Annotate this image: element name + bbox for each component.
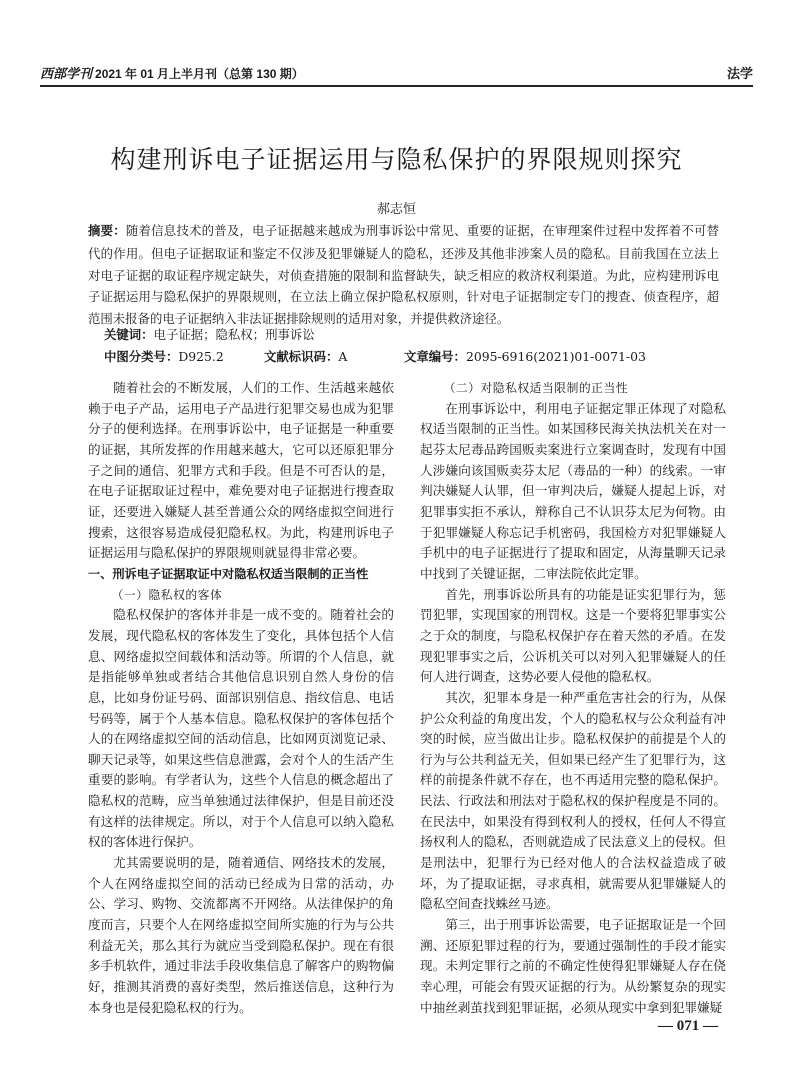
article-title: 构建刑诉电子证据运用与隐私保护的界限规则探究 (110, 145, 683, 174)
journal-issue: 2021 年 01 月上半月刊（总第 130 期） (95, 67, 304, 81)
article-value: 2095-6916(2021)01-0071-03 (465, 349, 646, 364)
author-name: 郝志恒 (376, 202, 416, 217)
keywords-text: 电子证据；隐私权；刑事诉讼 (153, 327, 315, 342)
doc-label: 文献标识码： (264, 350, 339, 364)
journal-logo: 西部学刊 (40, 66, 93, 81)
paragraph: 随着社会的不断发展，人们的工作、生活越来越依赖于电子产品，运用电子产品进行犯罪交易也成为犯罪分子的便利选择。在刑事诉讼中，电子证据是一种重要的证据，其所发挥的作用越来越大，它可以还原犯罪分子之间的通信、犯罪方式和手段。但是不可否认的是，在电子证据取证过程中，难免要对电子证据进行搜查取证，还要进入嫌疑人甚至普通公众的网络虚拟空间进行搜索，这很容易造成侵犯隐私权。为此，构建刑诉电子证据运用与隐私保护的界限规则就显得非常必要。 (88, 380, 394, 561)
article-number (404, 347, 646, 365)
section-heading: 一、刑诉电子证据取证中对隐私权适当限制的正当性 (88, 566, 369, 581)
paragraph: 第三，出于刑事诉讼需要，电子证据取证是一个回溯、还原犯罪过程的行为，要通过强制性的手段才能实现。未判定罪行之前的不确定性使得犯罪嫌疑人存在侥幸心理，可能会有毁灭证据的行为。从纷繁复杂的现实中抽丝剥茧找到犯罪证据，必须从现实中拿到犯罪嫌疑 (420, 917, 726, 1015)
subsection-heading: （一）隐私权的客体 (111, 587, 223, 602)
abstract (88, 220, 719, 330)
paragraph: 隐私权保护的客体并非是一成不变的。随着社会的发展，现代隐私权的客体发生了变化，具体包括个人信息、网络虚拟空间载体和活动等。所谓的个人信息，就是指能够单独或者结合其他信息识别自然人身份的信息，比如身份证号码、面部识别信息、指纹信息、电话号码等，属于个人基本信息。隐私权保护的客体包括个人的在网络虚拟空间的活动信息，比如网页浏览记录、聊天记录等，如果这些信息泄露，会对个人的生活产生重要的影响。有学者认为，这些个人信息的概念超出了隐私权的范畴，应当单独通过法律保护，但是目前还没有这样的法律规定。所以，对于个人信息可以纳入隐私权的客体进行保护。 (88, 607, 394, 850)
paragraph: 其次，犯罪本身是一种严重危害社会的行为，从保护公众利益的角度出发，个人的隐私权与公众利益有冲突的时候，应当做出让步。隐私权保护的前提是个人的行为与公共利益无关，但如果已经产生了犯罪行为，这样的前提条件就不存在，也不再适用完整的隐私保护。民法、行政法和刑法对于隐私权的保护程度是不同的。在民法中，如果没有得到权利人的授权，任何人不得宣扬权利人的隐私，否则就造成了民法意义上的侵权。但是刑法中，犯罪行为已经对他人的合法权益造成了破坏，为了提取证据，寻求真相，就需要从犯罪嫌疑人的隐私空间查找蛛丝马迹。 (420, 689, 726, 912)
paragraph: 尤其需要说明的是，随着通信、网络技术的发展，个人在网络虚拟空间的活动已经成为日常的活动，办公、学习、购物、交流都离不开网络。从法律保护的角度而言，只要个人在网络虚拟空间所实施的行为与公共利益无关，那么其行为就应当受到隐私保护。现在有很多手机软件，通过非法手段收集信息了解客户的购物偏好，推测其消费的喜好类型，然后推送信息，这种行为本身也是侵犯隐私权的行为。 (88, 855, 394, 1015)
section-tag: 法学 (726, 66, 753, 81)
page-number: — 071 — (658, 1018, 718, 1034)
journal-info (40, 63, 304, 82)
keywords-label: 关键词： (104, 328, 154, 342)
running-header (40, 58, 753, 87)
paragraph: 首先，刑事诉讼所具有的功能是证实犯罪行为，惩罚犯罪，实现国家的刑罚权。这是一个要将犯罪事实公之于众的制度，与隐私权保护存在着天然的矛盾。在发现犯罪事实之后，公诉机关可以对列入犯罪嫌疑人的任何人进行调查，这势必要人侵他的隐私权。 (420, 586, 726, 685)
clc-label: 中图分类号： (104, 350, 179, 364)
doc-code (264, 347, 404, 365)
left-column (88, 378, 394, 1018)
article-metadata (104, 347, 719, 365)
keywords (104, 325, 315, 343)
subsection-heading: （二）对隐私权适当限制的正当性 (443, 381, 629, 395)
paragraph: 在刑事诉讼中，利用电子证据定罪正体现了对隐私权适当限制的正当性。如某国移民海关执法机关在对一起芬太尼毒品跨国贩卖案进行立案调查时，发现有中国人涉嫌向该国贩卖芬太尼（毒品的一种）的线索。一审判决嫌疑人认罪，但一审判决后，嫌疑人提起上诉，对犯罪事实拒不承认，辩称自己不认识芬太尼为何物。由于犯罪嫌疑人称忘记手机密码，我国检方对犯罪嫌疑人手机中的电子证据进行了提取和固定，从海量聊天记录中找到了关键证据，二审法院依此定罪。 (420, 400, 726, 581)
doc-value: A (338, 349, 348, 364)
abstract-label: 摘要： (88, 224, 126, 238)
right-column (420, 378, 726, 1018)
abstract-text: 随着信息技术的普及，电子证据越来越成为刑事诉讼中常见、重要的证据，在审理案件过程中发挥着不可替代的作用。但电子证据取证和鉴定不仅涉及犯罪嫌疑人的隐私，还涉及其他非涉案人员的隐私。目前我国在立法上对电子证据的取证程序规定缺失，对侦查措施的限制和监督缺失，缺乏相应的救济权利渠道。为此，应构建刑诉电子证据运用与隐私保护的界限规则，在立法上确立保护隐私权原则，针对电子证据制定专门的搜查、侦查程序，超范围未报备的电子证据纳入非法证据排除规则的适用对象，并提供救济途径。 (88, 223, 720, 327)
clc-number (104, 347, 264, 365)
article-label: 文章编号： (404, 350, 466, 364)
clc-value: D925.2 (178, 349, 224, 364)
